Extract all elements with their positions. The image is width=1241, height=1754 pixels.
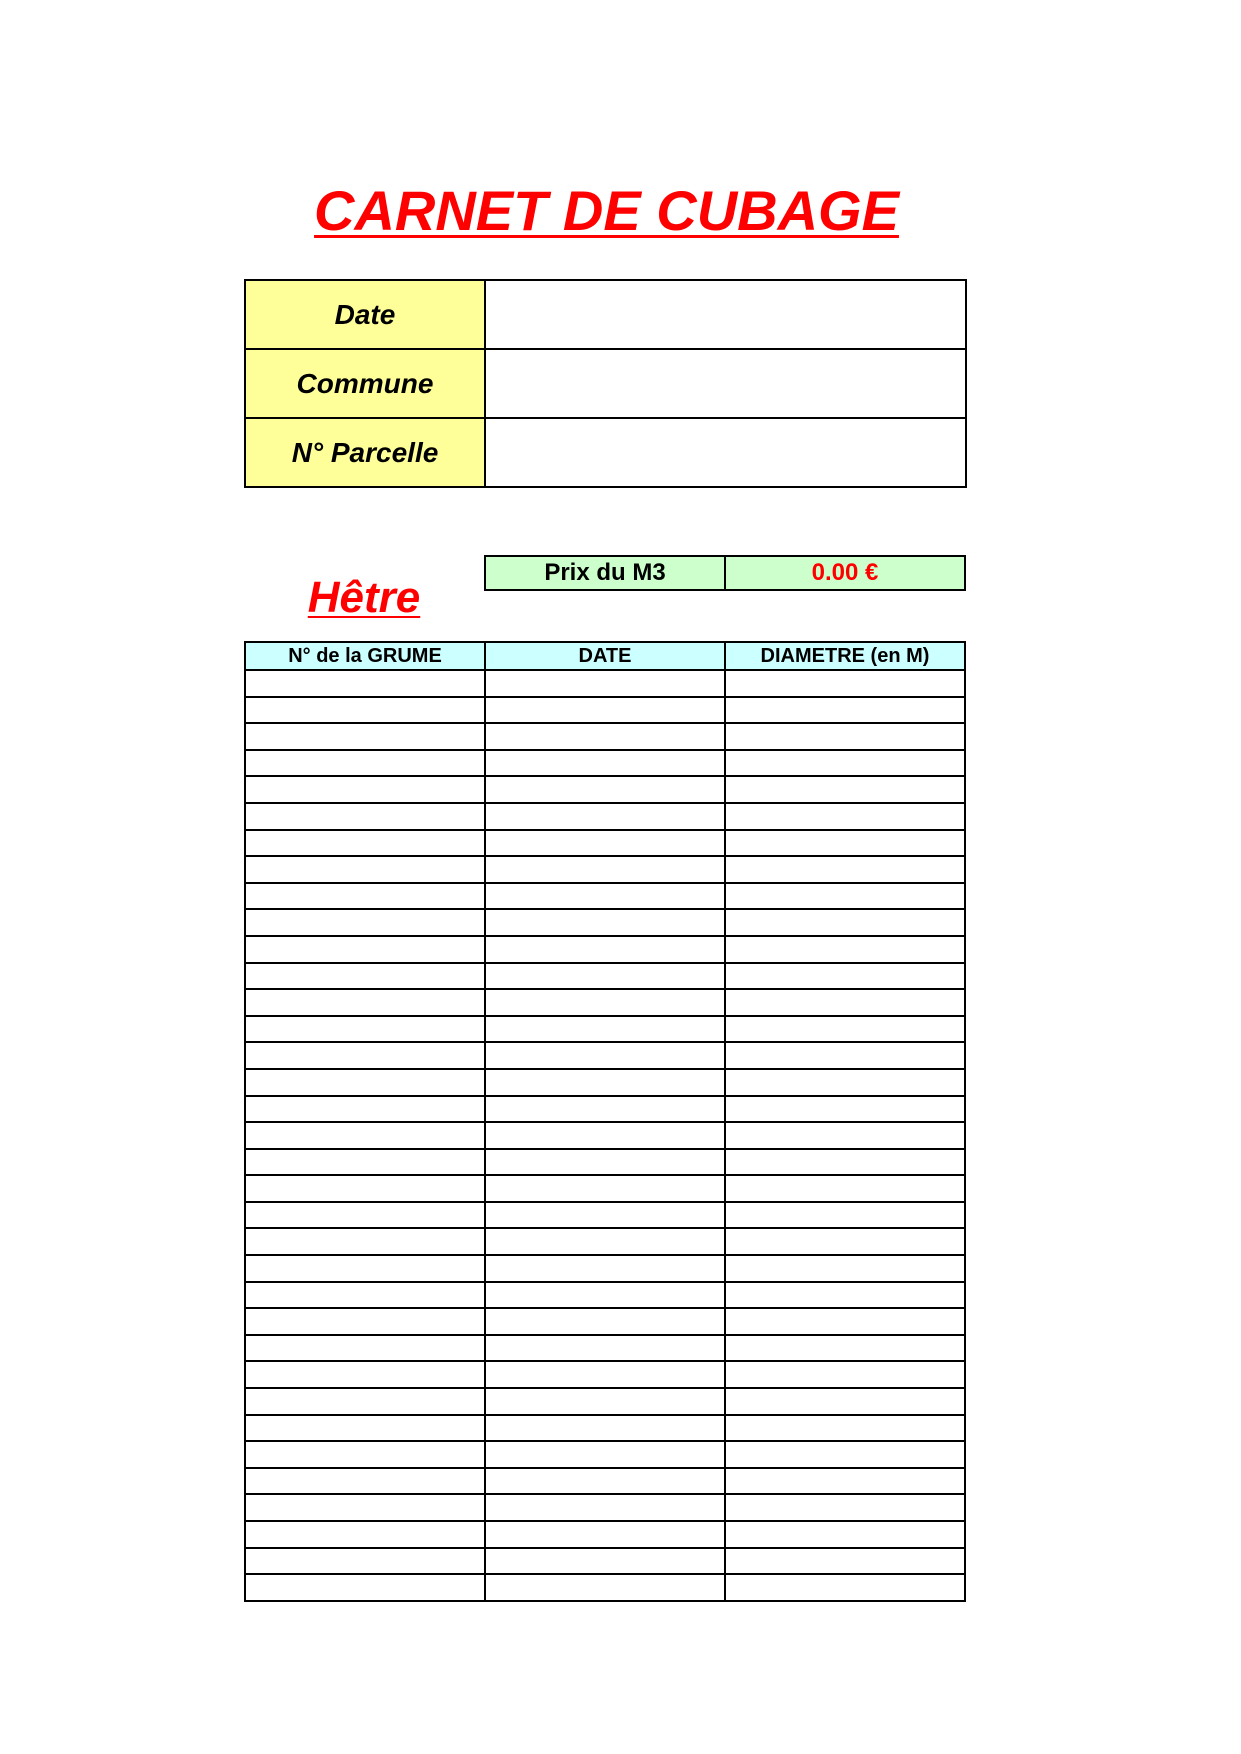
- date-cell[interactable]: [485, 1335, 725, 1362]
- table-row: [245, 1415, 965, 1442]
- date-cell[interactable]: [485, 1202, 725, 1229]
- price-value[interactable]: 0.00 €: [725, 556, 965, 590]
- date-cell[interactable]: [485, 670, 725, 697]
- log-number-cell[interactable]: [245, 723, 485, 750]
- diameter-cell[interactable]: [725, 1175, 965, 1202]
- date-cell[interactable]: [485, 750, 725, 777]
- date-cell[interactable]: [485, 1521, 725, 1548]
- diameter-cell[interactable]: [725, 1335, 965, 1362]
- diameter-cell[interactable]: [725, 1042, 965, 1069]
- table-row: [245, 1494, 965, 1521]
- log-number-cell[interactable]: [245, 1415, 485, 1442]
- table-row: [245, 830, 965, 857]
- table-row: [245, 883, 965, 910]
- price-label: Prix du M3: [485, 556, 725, 590]
- date-cell[interactable]: [485, 1494, 725, 1521]
- log-number-cell[interactable]: [245, 830, 485, 857]
- diameter-cell[interactable]: [725, 1016, 965, 1043]
- diameter-cell[interactable]: [725, 1282, 965, 1309]
- diameter-cell[interactable]: [725, 1202, 965, 1229]
- info-row-date: [245, 280, 966, 349]
- diameter-cell[interactable]: [725, 1069, 965, 1096]
- table-row: [245, 1149, 965, 1176]
- diameter-cell[interactable]: [725, 1574, 965, 1601]
- date-cell[interactable]: [485, 723, 725, 750]
- date-cell[interactable]: [485, 1282, 725, 1309]
- parcelle-label: N° Parcelle: [245, 418, 485, 487]
- table-body: [245, 670, 965, 1601]
- date-cell[interactable]: [485, 1042, 725, 1069]
- table-row: [245, 1388, 965, 1415]
- date-cell[interactable]: [485, 989, 725, 1016]
- date-label: Date: [245, 280, 485, 349]
- table-row: [245, 936, 965, 963]
- date-cell[interactable]: [485, 936, 725, 963]
- log-number-cell[interactable]: [245, 697, 485, 724]
- diameter-cell[interactable]: [725, 1388, 965, 1415]
- diameter-cell[interactable]: [725, 1415, 965, 1442]
- diameter-cell[interactable]: [725, 803, 965, 830]
- log-number-cell[interactable]: [245, 1016, 485, 1043]
- diameter-cell[interactable]: [725, 936, 965, 963]
- date-cell[interactable]: [485, 1096, 725, 1123]
- diameter-cell[interactable]: [725, 1149, 965, 1176]
- log-number-cell[interactable]: [245, 1069, 485, 1096]
- log-number-cell[interactable]: [245, 909, 485, 936]
- log-number-cell[interactable]: [245, 883, 485, 910]
- log-number-cell[interactable]: [245, 1042, 485, 1069]
- species-title: Hêtre: [307, 573, 421, 622]
- date-cell[interactable]: [485, 1468, 725, 1495]
- log-number-cell[interactable]: [245, 1149, 485, 1176]
- log-number-cell[interactable]: [245, 1308, 485, 1335]
- column-header-diameter: DIAMETRE (en M): [725, 642, 965, 670]
- diameter-cell[interactable]: [725, 1494, 965, 1521]
- diameter-cell[interactable]: [725, 1096, 965, 1123]
- table-row: [245, 963, 965, 990]
- table-row: [245, 1548, 965, 1575]
- table-row: [245, 1175, 965, 1202]
- date-cell[interactable]: [485, 1175, 725, 1202]
- price-row: [485, 556, 965, 590]
- log-number-cell[interactable]: [245, 1175, 485, 1202]
- log-number-cell[interactable]: [245, 776, 485, 803]
- table-row: [245, 1361, 965, 1388]
- diameter-cell[interactable]: [725, 697, 965, 724]
- log-number-cell[interactable]: [245, 750, 485, 777]
- date-cell[interactable]: [485, 1415, 725, 1442]
- date-cell[interactable]: [485, 909, 725, 936]
- table-row: [245, 723, 965, 750]
- date-cell[interactable]: [485, 1388, 725, 1415]
- table-row: [245, 989, 965, 1016]
- date-cell[interactable]: [485, 697, 725, 724]
- table-row: [245, 803, 965, 830]
- diameter-cell[interactable]: [725, 723, 965, 750]
- date-cell[interactable]: [485, 883, 725, 910]
- diameter-cell[interactable]: [725, 1122, 965, 1149]
- table-row: [245, 1042, 965, 1069]
- table-row: [245, 670, 965, 697]
- date-cell[interactable]: [485, 1308, 725, 1335]
- log-number-cell[interactable]: [245, 1122, 485, 1149]
- date-cell[interactable]: [485, 963, 725, 990]
- log-number-cell[interactable]: [245, 936, 485, 963]
- date-field[interactable]: [485, 280, 966, 349]
- log-number-cell[interactable]: [245, 803, 485, 830]
- date-cell[interactable]: [485, 803, 725, 830]
- price-table: [484, 555, 966, 591]
- diameter-cell[interactable]: [725, 1548, 965, 1575]
- date-cell[interactable]: [485, 1255, 725, 1282]
- log-number-cell[interactable]: [245, 1548, 485, 1575]
- date-cell[interactable]: [485, 1149, 725, 1176]
- diameter-cell[interactable]: [725, 750, 965, 777]
- page-title: CARNET DE CUBAGE: [314, 179, 899, 242]
- diameter-cell[interactable]: [725, 830, 965, 857]
- log-number-cell[interactable]: [245, 1574, 485, 1601]
- date-cell[interactable]: [485, 1361, 725, 1388]
- commune-field[interactable]: [485, 349, 966, 418]
- date-cell[interactable]: [485, 856, 725, 883]
- log-number-cell[interactable]: [245, 856, 485, 883]
- diameter-cell[interactable]: [725, 883, 965, 910]
- info-table: [244, 279, 967, 488]
- diameter-cell[interactable]: [725, 1255, 965, 1282]
- table-row: [245, 909, 965, 936]
- log-number-cell[interactable]: [245, 1096, 485, 1123]
- info-row-commune: [245, 349, 966, 418]
- date-cell[interactable]: [485, 1069, 725, 1096]
- column-header-date: DATE: [485, 642, 725, 670]
- diameter-cell[interactable]: [725, 989, 965, 1016]
- table-row: [245, 697, 965, 724]
- log-number-cell[interactable]: [245, 989, 485, 1016]
- log-number-cell[interactable]: [245, 1282, 485, 1309]
- date-cell[interactable]: [485, 1122, 725, 1149]
- diameter-cell[interactable]: [725, 670, 965, 697]
- diameter-cell[interactable]: [725, 1441, 965, 1468]
- log-number-cell[interactable]: [245, 1335, 485, 1362]
- date-cell[interactable]: [485, 776, 725, 803]
- date-cell[interactable]: [485, 1574, 725, 1601]
- log-number-cell[interactable]: [245, 1468, 485, 1495]
- diameter-cell[interactable]: [725, 1468, 965, 1495]
- log-number-cell[interactable]: [245, 670, 485, 697]
- log-number-cell[interactable]: [245, 1441, 485, 1468]
- log-number-cell[interactable]: [245, 1255, 485, 1282]
- diameter-cell[interactable]: [725, 1308, 965, 1335]
- log-table: [244, 641, 966, 1602]
- log-number-cell[interactable]: [245, 963, 485, 990]
- diameter-cell[interactable]: [725, 1361, 965, 1388]
- table-row: [245, 776, 965, 803]
- log-number-cell[interactable]: [245, 1494, 485, 1521]
- parcelle-field[interactable]: [485, 418, 966, 487]
- table-row: [245, 1096, 965, 1123]
- date-cell[interactable]: [485, 1228, 725, 1255]
- diameter-cell[interactable]: [725, 776, 965, 803]
- table-row: [245, 1122, 965, 1149]
- table-row: [245, 1521, 965, 1548]
- date-cell[interactable]: [485, 1016, 725, 1043]
- date-cell[interactable]: [485, 830, 725, 857]
- diameter-cell[interactable]: [725, 909, 965, 936]
- table-row: [245, 1468, 965, 1495]
- table-row: [245, 1202, 965, 1229]
- table-row: [245, 1282, 965, 1309]
- diameter-cell[interactable]: [725, 963, 965, 990]
- diameter-cell[interactable]: [725, 1228, 965, 1255]
- log-number-cell[interactable]: [245, 1361, 485, 1388]
- table-row: [245, 856, 965, 883]
- table-row: [245, 1069, 965, 1096]
- table-row: [245, 1574, 965, 1601]
- table-row: [245, 1441, 965, 1468]
- diameter-cell[interactable]: [725, 856, 965, 883]
- table-row: [245, 1335, 965, 1362]
- table-header-row: [245, 642, 965, 670]
- table-row: [245, 1308, 965, 1335]
- commune-label: Commune: [245, 349, 485, 418]
- diameter-cell[interactable]: [725, 1521, 965, 1548]
- table-row: [245, 750, 965, 777]
- table-row: [245, 1255, 965, 1282]
- log-number-cell[interactable]: [245, 1202, 485, 1229]
- column-header-log-number: N° de la GRUME: [245, 642, 485, 670]
- log-number-cell[interactable]: [245, 1228, 485, 1255]
- info-row-parcelle: [245, 418, 966, 487]
- table-row: [245, 1016, 965, 1043]
- date-cell[interactable]: [485, 1548, 725, 1575]
- table-row: [245, 1228, 965, 1255]
- log-number-cell[interactable]: [245, 1388, 485, 1415]
- log-number-cell[interactable]: [245, 1521, 485, 1548]
- date-cell[interactable]: [485, 1441, 725, 1468]
